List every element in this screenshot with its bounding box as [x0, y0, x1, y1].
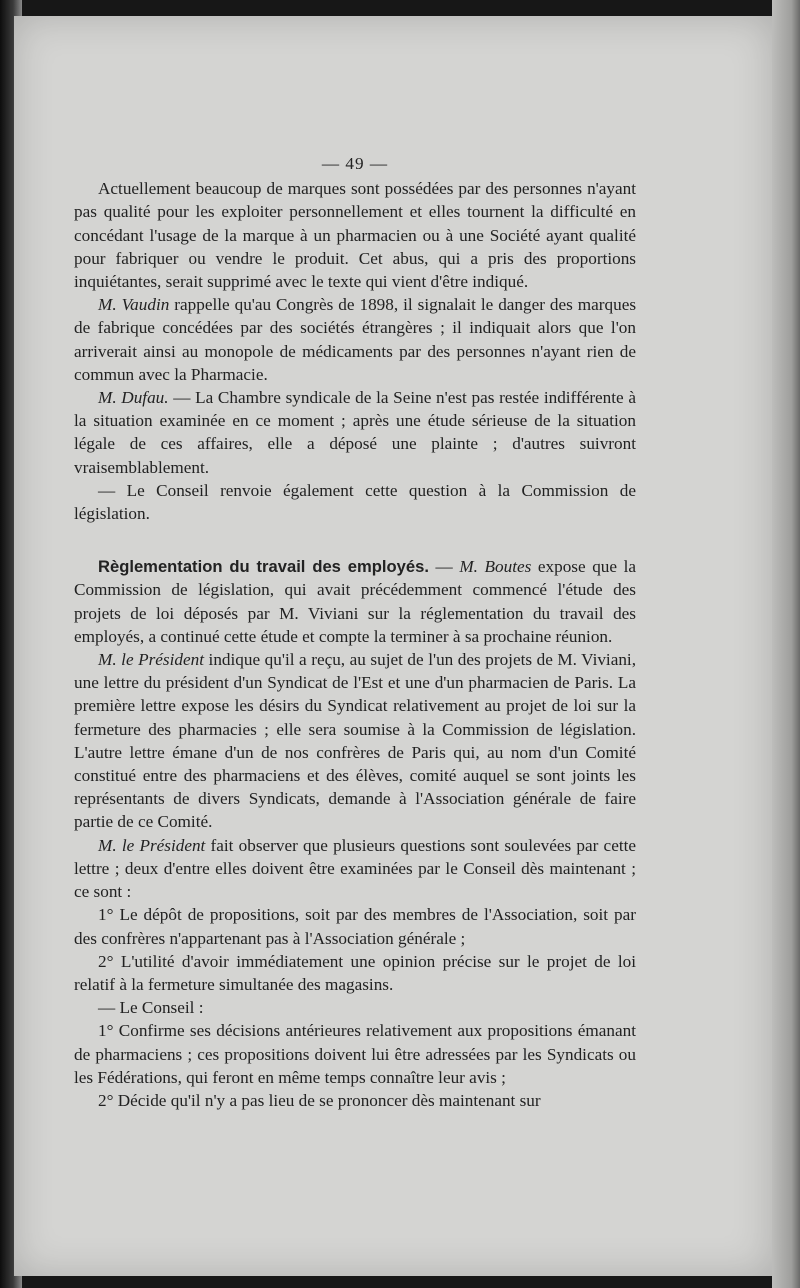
- vaudin-text: rappelle qu'au Congrès de 1898, il signalait le danger des marques de fabrique concédées par des sociétés étrangères ; il indiquait alors que l'on arriverait ainsi au monopole de médicaments par des personnes n'ayant rien de commun avec la Pharmacie.: [74, 295, 637, 384]
- point-1: 1° Le dépôt de propositions, soit par des membres de l'Association, soit par des confrères n'appartenant pas à l'Association générale ;: [74, 905, 636, 948]
- president-2-text: fait observer que plusieurs questions sont soulevées par cette lettre ; deux d'entre elles doivent être examinées par le Conseil dès maintenant ; ce sont :: [74, 835, 636, 902]
- paragraph-conseil-2: — Le Conseil :: [98, 998, 204, 1018]
- dufau-text: — La Chambre syndicale de la Seine n'est pas restée indifférente à la situation examinée en ce moment ; après une étude sérieuse de la situation légale de ces affaires, elle a déposé une plainte ; d'autres suivront vraisemblablement.: [74, 388, 636, 477]
- paragraph-conseil-renvoie: — Le Conseil renvoie également cette question à la Commission de législation.: [74, 480, 636, 524]
- decision-2: 2° Décide qu'il n'y a pas lieu de se prononcer dès maintenant sur: [98, 1090, 541, 1110]
- point-2: 2° L'utilité d'avoir immédiatement une opinion précise sur le projet de loi relatif à la fermeture simultanée des magasins.: [74, 951, 636, 994]
- speaker-president-2: M. le Président: [98, 835, 206, 855]
- paragraph-reglementation: Règlementation du travail des employés. — M. Boutes expose que la Commission de législation, qui avait précédemment commencé l'étude des projets de loi déposés par M. Viviani sur la réglementation du travail des employés, a continué cette étude et compte la terminer à sa prochaine réunion.: [74, 557, 637, 646]
- decision-1: 1° Confirme ses décisions antérieures relativement aux propositions émanant de pharmaciens ; ces propositions doivent lui être adressées par les Syndicats ou les Fédérations, qui feront en même temps connaître leur avis ;: [74, 1021, 636, 1087]
- section-heading: Règlementation du travail des employés.: [98, 557, 429, 577]
- president-1-text: indique qu'il a reçu, au sujet de l'un des projets de M. Viviani, une lettre du président d'un Syndicat de l'Est et une d'un pharmacien de Paris. La première lettre expose les désirs du Syndicat relativement au projet de loi sur la fermeture des pharmacies ; elle sera soumise à la Commission de législation. L'autre lettre émane d'un de nos confrères de Paris qui, au nom d'un Comité constitué entre des pharmaciens et des élèves, comité auquel se sont joints les représentants de divers Syndicats, demande à l'Association générale de faire partie de ce Comité.: [74, 650, 637, 832]
- speaker-president-1: M. le Président: [98, 650, 204, 670]
- speaker-dufau: M. Dufau.: [98, 388, 169, 408]
- paragraph-vaudin: [74, 293, 636, 386]
- boutes-text: expose que la Commission de législation, qui avait précédemment commencé l'étude des projets de loi déposés par M. Viviani sur la réglementation du travail des employés, a continué cette étude et compte la terminer à sa prochaine réunion.: [74, 557, 637, 646]
- speaker-boutes: M. Boutes: [459, 557, 532, 577]
- paragraph-president-1: [74, 648, 636, 834]
- page-number: — 49 —: [321, 154, 389, 173]
- paragraph-marques: Actuellement beaucoup de marques sont possédées par des personnes n'ayant pas qualité pour les exploiter personnellement et elles tournent la difficulté en concédant l'usage de la marque à un pharmacien ou à une Société ayant qualité pour fabriquer ou vendre le produit. Cet abus, qui a pris des proportions inquiétantes, serait supprimé avec le texte qui vient d'être indiqué.: [74, 179, 636, 292]
- page-edge-strip: [772, 0, 800, 1288]
- speaker-vaudin: M. Vaudin: [98, 295, 170, 315]
- paragraph-president-2: [74, 834, 636, 904]
- page-text: [74, 152, 636, 1112]
- paragraph-dufau: [74, 386, 636, 479]
- section-gap: [74, 525, 636, 555]
